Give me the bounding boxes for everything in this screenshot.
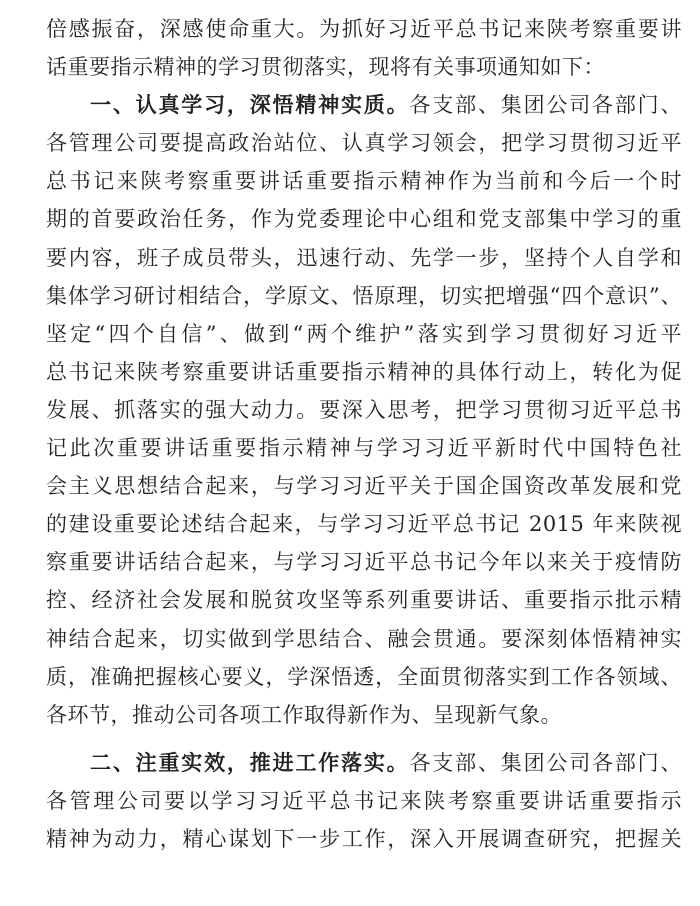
paragraph-gap — [46, 734, 682, 744]
body-text-line: 控、经济社会发展和脱贫攻坚等系列重要讲话、重要指示批示精 — [46, 588, 682, 613]
section-heading: 二、注重实效，推进工作落实。 — [90, 750, 410, 775]
section-heading-line — [46, 744, 682, 782]
body-text-line: 各管理公司要以学习习近平总书记来陕考察重要讲话重要指示 — [46, 788, 682, 813]
body-text-line: 倍感振奋，深感使命重大。为抓好习近平总书记来陕考察重要讲 — [46, 17, 682, 41]
body-text-line: 记此次重要讲话重要指示精神与学习习近平新时代中国特色社 — [46, 436, 682, 461]
body-text: 各支部、集团公司各部门、 — [409, 750, 682, 775]
body-text-line: 各管理公司要提高政治站位、认真学习领会，把学习贯彻习近平 — [46, 131, 682, 156]
section-heading-line — [46, 86, 682, 124]
body-text-line: 要内容，班子成员带头，迅速行动、先学一步，坚持个人自学和 — [46, 245, 682, 270]
body-text-line: 的建设重要论述结合起来，与学习习近平总书记 2015 年来陕视 — [46, 512, 682, 537]
body-text-line: 总书记来陕考察重要讲话重要指示精神作为当前和今后一个时 — [46, 169, 682, 194]
body-text-line: 察重要讲话结合起来，与学习习近平总书记今年以来关于疫情防 — [46, 550, 682, 575]
body-text-line: 集体学习研讨相结合，学原文、悟原理，切实把增强“四个意识”、 — [46, 283, 682, 308]
body-text-line: 期的首要政治任务，作为党委理论中心组和党支部集中学习的重 — [46, 207, 682, 232]
body-text-line: 神结合起来，切实做到学思结合、融会贯通。要深刻体悟精神实 — [46, 626, 682, 651]
body-text-line: 精神为动力，精心谋划下一步工作，深入开展调查研究，把握关 — [46, 826, 682, 851]
body-text-line: 会主义思想结合起来，与学习习近平关于国企国资改革发展和党 — [46, 474, 682, 499]
body-text-line: 总书记来陕考察重要讲话重要指示精神的具体行动上，转化为促 — [46, 359, 682, 384]
body-text-line: 质，准确把握核心要义，学深悟透，全面贯彻落实到工作各领域、 — [46, 664, 682, 689]
body-text-line: 话重要指示精神的学习贯彻落实，现将有关事项通知如下： — [46, 55, 605, 80]
section-heading: 一、认真学习，深悟精神实质。 — [90, 93, 410, 118]
body-text-line: 各环节，推动公司各项工作取得新作为、呈现新气象。 — [46, 702, 562, 727]
body-text-line: 发展、抓落实的强大动力。要深入思考，把学习贯彻习近平总书 — [46, 397, 682, 422]
body-text: 各支部、集团公司各部门、 — [409, 93, 682, 118]
body-text-line: 坚定“四个自信”、做到“两个维护”落实到学习贯彻好习近平 — [46, 321, 682, 346]
